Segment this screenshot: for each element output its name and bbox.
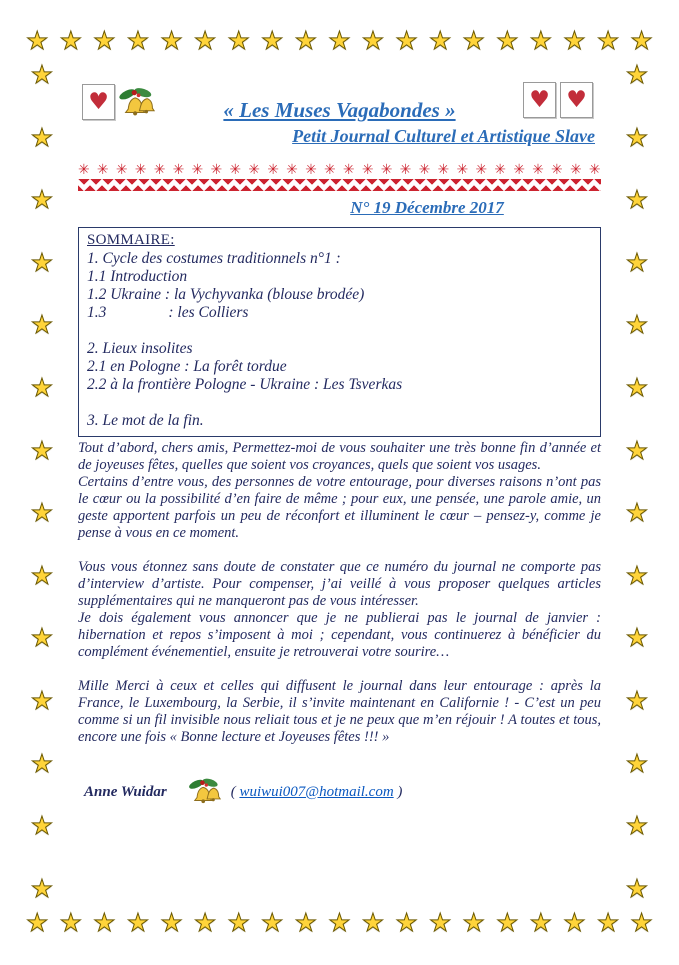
snowflake-motif-icon: ✳ xyxy=(342,162,355,178)
heart-cross-stitch-icon xyxy=(560,82,593,118)
snowflake-motif-icon: ✳ xyxy=(569,162,582,178)
snowflake-motif-icon: ✳ xyxy=(418,162,431,178)
header-right-decor xyxy=(523,82,593,118)
star-icon: ★ xyxy=(30,748,54,778)
snowflake-motif-icon: ✳ xyxy=(456,162,469,178)
star-icon: ★ xyxy=(625,748,649,778)
snowflake-motif-icon: ✳ xyxy=(551,162,563,178)
snowflake-motif-icon: ✳ xyxy=(153,162,166,178)
cross-stitch-band xyxy=(78,163,601,191)
body-paragraph: Vous vous étonnez sans doute de constater que ce numéro du journal ne comporte pas d’interview d’artiste. Pour compenser, j’ai veillé à vous proposer quelques articles supplémentaires qui ne manqueront pas de vous intéresser. xyxy=(78,559,601,609)
snowflake-motif-icon: ✳ xyxy=(323,162,336,178)
star-icon: ★ xyxy=(496,26,519,55)
star-icon: ★ xyxy=(30,560,54,590)
star-icon: ★ xyxy=(625,623,649,653)
body-paragraph: Certains d’entre vous, des personnes de votre entourage, pour diverses raisons n’ont pas le cœur ou la possibilité d’en faire de même ; pour eux, une pensée, une parole amie, un geste apportent parfois un peu de réconfort et illuminent le cœur – pensez-y, comme je pense à vous en ce moment. xyxy=(78,474,601,541)
paren-open: ( xyxy=(230,783,240,800)
star-icon: ★ xyxy=(395,908,418,937)
snowflake-motif-icon: ✳ xyxy=(588,162,601,178)
snowflake-motif-icon: ✳ xyxy=(305,162,317,178)
paren-close: ) xyxy=(393,783,403,800)
heart-glyph: ♥ xyxy=(566,86,587,113)
heart-cross-stitch-icon xyxy=(82,84,115,120)
star-icon: ★ xyxy=(30,686,54,716)
star-icon: ★ xyxy=(428,26,452,55)
journal-subtitle: Petit Journal Culturel et Artistique Slave xyxy=(292,126,595,146)
star-icon: ★ xyxy=(59,26,82,55)
star-icon: ★ xyxy=(462,26,485,55)
journal-title: « Les Muses Vagabondes » xyxy=(223,98,456,122)
star-icon: ★ xyxy=(395,26,418,55)
star-icon: ★ xyxy=(328,26,351,55)
star-icon: ★ xyxy=(93,26,116,55)
star-icon: ★ xyxy=(193,908,217,937)
star-icon: ★ xyxy=(126,26,150,55)
star-icon: ★ xyxy=(596,26,620,55)
sommaire-item: 1.1 Introduction xyxy=(87,268,188,285)
body-paragraph: Tout d’abord, chers amis, Permettez-moi de vous souhaiter une très bonne fin d’année et de joyeuses fêtes, quelles que soient vos croyances, quels que soient vos usages. xyxy=(78,440,601,473)
star-icon: ★ xyxy=(625,686,649,716)
star-icon: ★ xyxy=(625,560,649,590)
star-icon: ★ xyxy=(328,908,351,937)
star-border-bottom xyxy=(26,910,653,935)
heart-cross-stitch-icon xyxy=(523,82,556,118)
star-icon: ★ xyxy=(59,908,82,937)
star-icon: ★ xyxy=(30,873,54,903)
sommaire-heading: SOMMAIRE: xyxy=(87,232,175,248)
star-icon: ★ xyxy=(630,908,653,937)
sommaire-list xyxy=(87,250,592,430)
star-icon: ★ xyxy=(160,26,183,55)
christmas-bells-icon xyxy=(117,84,155,122)
star-icon: ★ xyxy=(30,623,54,653)
band-motif-row xyxy=(78,163,601,177)
star-icon: ★ xyxy=(227,908,250,937)
star-icon: ★ xyxy=(361,26,385,55)
sommaire-item: 3. Le mot de la fin. xyxy=(87,412,204,429)
star-icon: ★ xyxy=(625,373,649,403)
sommaire-item: 1.3 : les Colliers xyxy=(87,304,249,321)
star-border-top xyxy=(26,28,653,53)
star-icon: ★ xyxy=(30,60,54,89)
christmas-bells-icon xyxy=(187,775,221,809)
star-icon: ★ xyxy=(563,26,586,55)
star-icon: ★ xyxy=(30,811,54,841)
snowflake-motif-icon: ✳ xyxy=(210,162,223,178)
snowflake-motif-icon: ✳ xyxy=(96,162,109,178)
snowflake-motif-icon: ✳ xyxy=(267,162,279,178)
snowflake-motif-icon: ✳ xyxy=(361,162,374,178)
snowflake-motif-icon: ✳ xyxy=(494,162,507,178)
email-line xyxy=(231,784,403,801)
star-icon: ★ xyxy=(462,908,485,937)
star-icon: ★ xyxy=(227,26,250,55)
sommaire-item: 2.1 en Pologne : La forêt tordue xyxy=(87,358,287,375)
email-link[interactable]: wuiwui007@hotmail.com xyxy=(239,783,394,800)
star-icon: ★ xyxy=(294,26,318,55)
star-icon: ★ xyxy=(625,60,649,89)
star-icon: ★ xyxy=(30,498,54,528)
heart-glyph: ♥ xyxy=(88,88,109,115)
star-icon: ★ xyxy=(261,908,284,937)
signature xyxy=(78,775,601,809)
snowflake-motif-icon: ✳ xyxy=(286,162,298,178)
body-paragraph xyxy=(78,542,601,559)
star-icon: ★ xyxy=(30,122,54,152)
star-icon: ★ xyxy=(93,908,116,937)
body-paragraph: Mille Merci à ceux et celles qui diffusent le journal dans leur entourage : après la France, le Luxembourg, la Serbie, il s’invite maintenant en Californie ! - C’est un peu comme si un fil invisible nous reliait tous et je ne peux que m’en réjouir ! A toutes et tous, encore une fois « Bonne lecture et Joyeuses fêtes !!! » xyxy=(78,678,601,745)
snowflake-motif-icon: ✳ xyxy=(437,162,450,178)
star-icon: ★ xyxy=(625,247,649,277)
star-icon: ★ xyxy=(625,122,649,152)
snowflake-motif-icon: ✳ xyxy=(191,162,204,178)
author-name: Anne Wuidar xyxy=(84,783,167,800)
star-icon: ★ xyxy=(625,873,649,903)
star-icon: ★ xyxy=(126,908,150,937)
sommaire-item: 2. Lieux insolites xyxy=(87,340,193,357)
sommaire-item xyxy=(87,322,592,340)
header-left-decor xyxy=(82,84,155,122)
star-icon: ★ xyxy=(294,908,318,937)
star-icon: ★ xyxy=(625,185,649,215)
sommaire-item: 1. Cycle des costumes traditionnels n°1 : xyxy=(87,250,341,267)
body-paragraph xyxy=(78,661,601,678)
star-icon: ★ xyxy=(261,26,284,55)
snowflake-motif-icon: ✳ xyxy=(399,162,412,178)
star-icon: ★ xyxy=(563,908,586,937)
newsletter-page xyxy=(78,72,601,809)
star-border-right xyxy=(621,62,653,901)
snowflake-motif-icon: ✳ xyxy=(115,162,128,178)
body-paragraph: Je dois également vous annoncer que je ne publierai pas le journal de janvier : hibernation et repos s’imposent à moi ; cependant, vous continuerez à bénéficier du complément événementiel, ensuite je retrouverai votre sourire… xyxy=(78,610,601,660)
snowflake-motif-icon: ✳ xyxy=(532,162,544,178)
band-zigzag xyxy=(78,179,601,191)
star-icon: ★ xyxy=(625,811,649,841)
star-icon: ★ xyxy=(26,26,49,55)
snowflake-motif-icon: ✳ xyxy=(78,162,90,178)
star-icon: ★ xyxy=(496,908,519,937)
star-icon: ★ xyxy=(630,26,653,55)
snowflake-motif-icon: ✳ xyxy=(134,162,147,178)
star-icon: ★ xyxy=(30,185,54,215)
snowflake-motif-icon: ✳ xyxy=(380,162,393,178)
sommaire-item: 2.2 à la frontière Pologne - Ukraine : Les Tsverkas xyxy=(87,376,403,393)
sommaire-box xyxy=(78,227,601,437)
snowflake-motif-icon: ✳ xyxy=(172,162,185,178)
star-icon: ★ xyxy=(529,908,553,937)
header xyxy=(78,72,601,158)
star-icon: ★ xyxy=(529,26,553,55)
star-icon: ★ xyxy=(625,310,649,340)
star-icon: ★ xyxy=(30,310,54,340)
snowflake-motif-icon: ✳ xyxy=(229,162,242,178)
star-icon: ★ xyxy=(625,498,649,528)
body-paragraph xyxy=(78,746,601,763)
star-icon: ★ xyxy=(30,247,54,277)
snowflake-motif-icon: ✳ xyxy=(475,162,488,178)
star-icon: ★ xyxy=(625,435,649,465)
star-icon: ★ xyxy=(596,908,620,937)
snowflake-motif-icon: ✳ xyxy=(248,162,261,178)
star-icon: ★ xyxy=(26,908,49,937)
star-icon: ★ xyxy=(30,373,54,403)
body-text xyxy=(78,440,601,763)
star-icon: ★ xyxy=(193,26,217,55)
heart-glyph: ♥ xyxy=(529,86,550,113)
star-border-left xyxy=(26,62,58,901)
snowflake-motif-icon: ✳ xyxy=(513,162,525,178)
star-icon: ★ xyxy=(428,908,452,937)
star-icon: ★ xyxy=(160,908,183,937)
star-icon: ★ xyxy=(361,908,385,937)
issue-number: N° 19 Décembre 2017 xyxy=(350,198,504,217)
star-icon: ★ xyxy=(30,435,54,465)
sommaire-item: 1.2 Ukraine : la Vychyvanka (blouse brodée) xyxy=(87,286,365,303)
sommaire-item xyxy=(87,394,592,412)
